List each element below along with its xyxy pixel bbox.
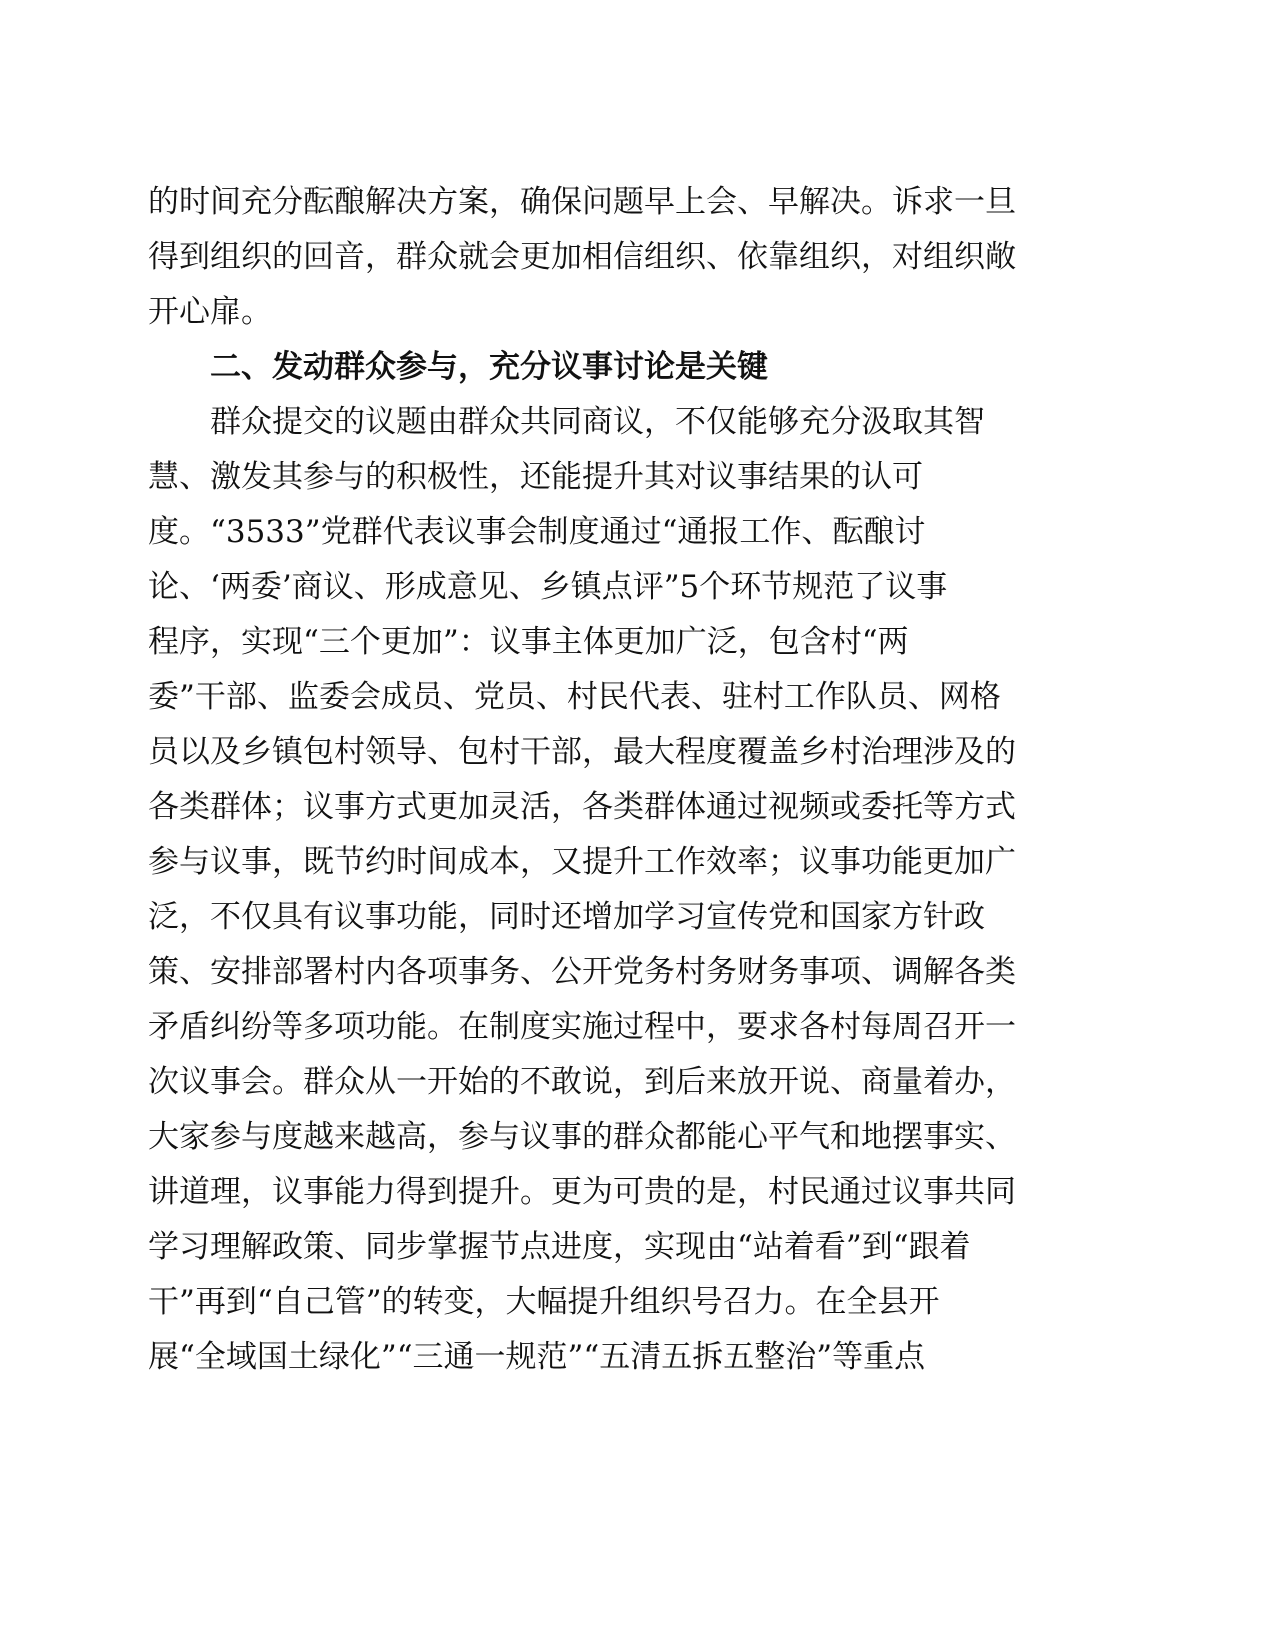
paragraph-line: 员以及乡镇包村领导、包村干部，最大程度覆盖乡村治理涉及的 [148, 734, 1016, 770]
paragraph-line: 各类群体；议事方式更加灵活，各类群体通过视频或委托等方式 [148, 789, 1016, 825]
section-heading: 二、发动群众参与，充分议事讨论是关键 [210, 349, 768, 385]
paragraph-line: 论、‘两委’商议、形成意见、乡镇点评”5个环节规范了议事 [148, 569, 948, 605]
paragraph-line: 慧、激发其参与的积极性，还能提升其对议事结果的认可 [148, 459, 923, 495]
paragraph-line: 展“全域国土绿化”“三通一规范”“五清五拆五整治”等重点 [148, 1339, 926, 1375]
paragraph-line: 程序，实现“三个更加”：议事主体更加广泛，包含村“两 [148, 624, 909, 660]
paragraph-line: 大家参与度越来越高，参与议事的群众都能心平气和地摆事实、 [148, 1119, 1016, 1155]
paragraph-line: 得到组织的回音，群众就会更加相信组织、依靠组织，对组织敞 [148, 239, 1016, 275]
paragraph-line: 的时间充分酝酿解决方案，确保问题早上会、早解决。诉求一旦 [148, 184, 1016, 220]
paragraph-line: 讲道理，议事能力得到提升。更为可贵的是，村民通过议事共同 [148, 1174, 1016, 1210]
paragraph-line: 委”干部、监委会成员、党员、村民代表、驻村工作队员、网格 [148, 679, 1001, 715]
paragraph-line: 干”再到“自己管”的转变，大幅提升组织号召力。在全县开 [148, 1284, 940, 1320]
paragraph-line: 开心扉。 [148, 294, 272, 330]
paragraph-line: 参与议事，既节约时间成本，又提升工作效率；议事功能更加广 [148, 844, 1016, 880]
paragraph-line: 矛盾纠纷等多项功能。在制度实施过程中，要求各村每周召开一 [148, 1009, 1016, 1045]
paragraph-line: 度。“3533”党群代表议事会制度通过“通报工作、酝酿讨 [148, 514, 926, 550]
paragraph-line: 次议事会。群众从一开始的不敢说，到后来放开说、商量着办， [148, 1064, 1016, 1100]
paragraph-line: 策、安排部署村内各项事务、公开党务村务财务事项、调解各类 [148, 954, 1016, 990]
paragraph-line: 学习理解政策、同步掌握节点进度，实现由“站着看”到“跟着 [148, 1229, 971, 1265]
paragraph-line: 群众提交的议题由群众共同商议，不仅能够充分汲取其智 [210, 404, 985, 440]
paragraph-line: 泛，不仅具有议事功能，同时还增加学习宣传党和国家方针政 [148, 899, 985, 935]
